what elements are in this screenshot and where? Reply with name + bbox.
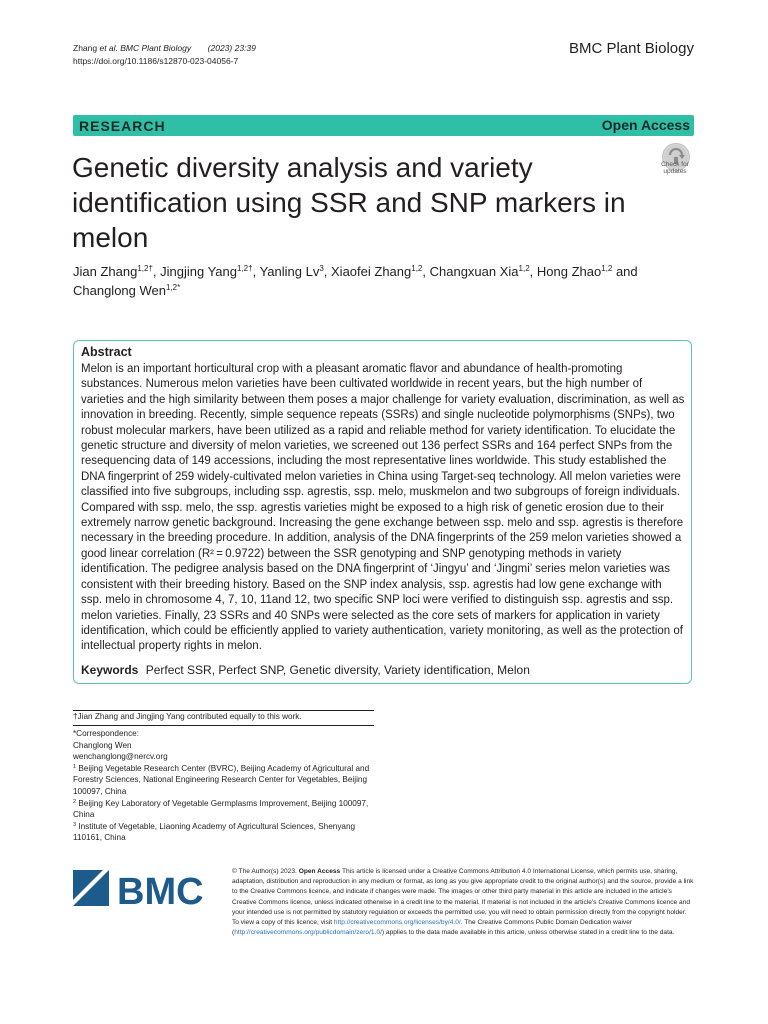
license-copyright: © The Author(s) 2023.: [232, 868, 299, 875]
affiliation-3: [73, 821, 373, 844]
license-body-3: ) applies to the data made available in this article, unless otherwise stated in a credit line to the data.: [381, 929, 675, 937]
abstract-heading: Abstract: [81, 345, 132, 359]
author[interactable]: Jingjing Yang: [160, 264, 237, 279]
author[interactable]: Xiaofei Zhang: [331, 264, 412, 279]
bmc-logo-icon: [73, 870, 213, 910]
correspondence-label: *Correspondence:: [73, 729, 139, 738]
check-updates-line2: updates: [663, 168, 687, 175]
affiliation-number: 2: [73, 798, 77, 805]
author-affiliation: 1,2: [601, 264, 613, 273]
citation-line: [73, 42, 256, 55]
license-link-cc-by[interactable]: http://creativecommons.org/licenses/by/4.0/: [333, 919, 461, 927]
author-list: Jian Zhang$^{1,2\dagger}$, Jingjing Yang$^{1,2\dagger}$, Yanling Lv$^3$, Xiaofei Zhang$^{1,2}$, Changxuan Xia$^{1,2}$, Hong Zhao$^{1,2}$ and Changlong Wen$^{1,2*}$: [73, 264, 638, 298]
citation-authors: Zhang: [73, 43, 100, 53]
affiliation-number: 3: [73, 821, 77, 828]
author[interactable]: Hong Zhao: [536, 264, 602, 279]
license-body-2: . The Creative Commons Public Domain Dedication waiver (: [232, 919, 633, 937]
correspondence-block: [73, 728, 373, 844]
bmc-logo-graphic: [73, 870, 213, 910]
author[interactable]: Changxuan Xia: [429, 264, 519, 279]
author-affiliation: 1,2: [518, 264, 530, 273]
author-affiliation: 1,2†: [237, 264, 253, 273]
correspondence-name: Changlong Wen: [73, 740, 132, 750]
affiliation-text: Beijing Key Laboratory of Vegetable Germplasms Improvement, Beijing 100097, China: [73, 798, 369, 820]
keywords: [81, 663, 685, 677]
citation-header: [73, 42, 256, 68]
footnote-divider: [73, 725, 374, 726]
equal-contribution-note: †Jian Zhang and Jingjing Yang contributed equally to this work.: [73, 712, 302, 721]
citation-journal: et al. BMC Plant Biology: [99, 43, 192, 53]
open-access-label: Open Access: [601, 117, 690, 133]
author[interactable]: Jian Zhang: [73, 264, 138, 279]
keywords-label: Keywords: [81, 663, 139, 677]
author-affiliation: 1,2*: [166, 283, 181, 292]
check-for-updates-text[interactable]: [654, 161, 696, 175]
author-affiliation: 3: [319, 264, 324, 273]
author-affiliation: 1,2†: [137, 264, 153, 273]
article-title: Genetic diversity analysis and variety identification using SSR and SNP markers in melon: [72, 152, 626, 253]
correspondence-email[interactable]: wenchanglong@nercv.org: [73, 752, 168, 762]
author[interactable]: Yanling Lv: [259, 264, 320, 279]
bmc-logo-text: BMC: [117, 871, 204, 910]
affiliation-text: Institute of Vegetable, Liaoning Academy of Agricultural Sciences, Shenyang 110161, China: [73, 821, 356, 843]
license-body: This article is licensed under a Creative Commons Attribution 4.0 International License, which permits use, sharing, adaptation, distribution and reproduction in any medium or format, as long as you give appropriate credit to the original author(s) and the source, provide a link to the Creative Commons licence, and indicate if changes were made. The images or other third party material in this article are included in the article’s Creative Commons licence, unless indicated otherwise in a credit line to the material. If material is not included in the article’s Creative Commons licence and your intended use is not permitted by statutory regulation or exceeds the permitted use, you will need to obtain permission directly from the copyright holder. To view a copy of this licence, visit: [232, 868, 694, 927]
license-text: [232, 867, 694, 938]
license-link-cc0[interactable]: http://creativecommons.org/publicdomain/zero/1.0/: [234, 929, 382, 937]
abstract-body: Melon is an important horticultural crop with a pleasant aromatic flavor and abundance of health-promoting substances. Numerous melon varieties have been cultivated worldwide in recent years, but the high number of varieties and the high similarity between them poses a major challenge for variety evaluation, discrimination, as well as innovation in breeding. Recently, simple sequence repeats (SSRs) and single nucleotide polymorphisms (SNPs), two robust molecular markers, have been utilized as a rapid and reliable method for variety identification. To elucidate the genetic structure and diversity of melon varieties, we screened out 136 perfect SSRs and 164 perfect SNPs from the resequencing data of 149 accessions, including the most representative lines worldwide. This study established the DNA fingerprint of 259 widely-cultivated melon varieties in China using Target-seq technology. All melon varieties were classified into five subgroups, including ssp. agrestis, ssp. melo, muskmelon and two subgroups of foreign individuals. Compared with ssp. melo, the ssp. agrestis varieties might be exposed to a high risk of genetic erosion due to their extremely narrow genetic background. Increasing the gene exchange between ssp. melo and ssp. agrestis is therefore necessary in the breeding procedure. In addition, analysis of the DNA fingerprints of the 259 melon varieties showed a good linear correlation (R² = 0.9722) between the SSR genotyping and SNP genotyping methods in variety identification. The pedigree analysis based on the DNA fingerprint of ‘Jingyu’ and ‘Jingmi’ series melon varieties was consistent with their breeding history. Based on the SNP index analysis, ssp. agrestis had low gene exchange with ssp. melo in chromosome 4, 7, 10, 11and 12, two specific SNP loci were verified to distinguish ssp. agrestis and ssp. melon varieties. Finally, 23 SSRs and 40 SNPs were selected as the core sets of markers for application in variety identification, which could be efficiently applied to variety authentication, variety monitoring, as well as the protection of intellectual property rights in melon.: [81, 363, 685, 653]
affiliation-1: [73, 763, 373, 798]
affiliation-2: [73, 798, 373, 821]
author-affiliation: 1,2: [411, 264, 423, 273]
journal-name: BMC Plant Biology: [568, 40, 694, 57]
check-updates-line1: Check for: [661, 161, 689, 168]
affiliation-text: Beijing Vegetable Research Center (BVRC), Beijing Academy of Agricultural and Forestry Sciences, National Engineering Research Center for Vegetables, Beijing 100097, China: [73, 763, 370, 796]
keywords-value: Perfect SSR, Perfect SNP, Genetic diversity, Variety identification, Melon: [145, 663, 530, 677]
license-open-access: Open Access: [298, 868, 341, 875]
author[interactable]: Changlong Wen: [73, 283, 166, 298]
affiliation-number: 1: [73, 763, 77, 770]
article-type-label: RESEARCH: [79, 118, 166, 134]
citation-year: (2023) 23:39: [207, 43, 256, 53]
doi-link[interactable]: https://doi.org/10.1186/s12870-023-04056-7: [73, 56, 239, 66]
